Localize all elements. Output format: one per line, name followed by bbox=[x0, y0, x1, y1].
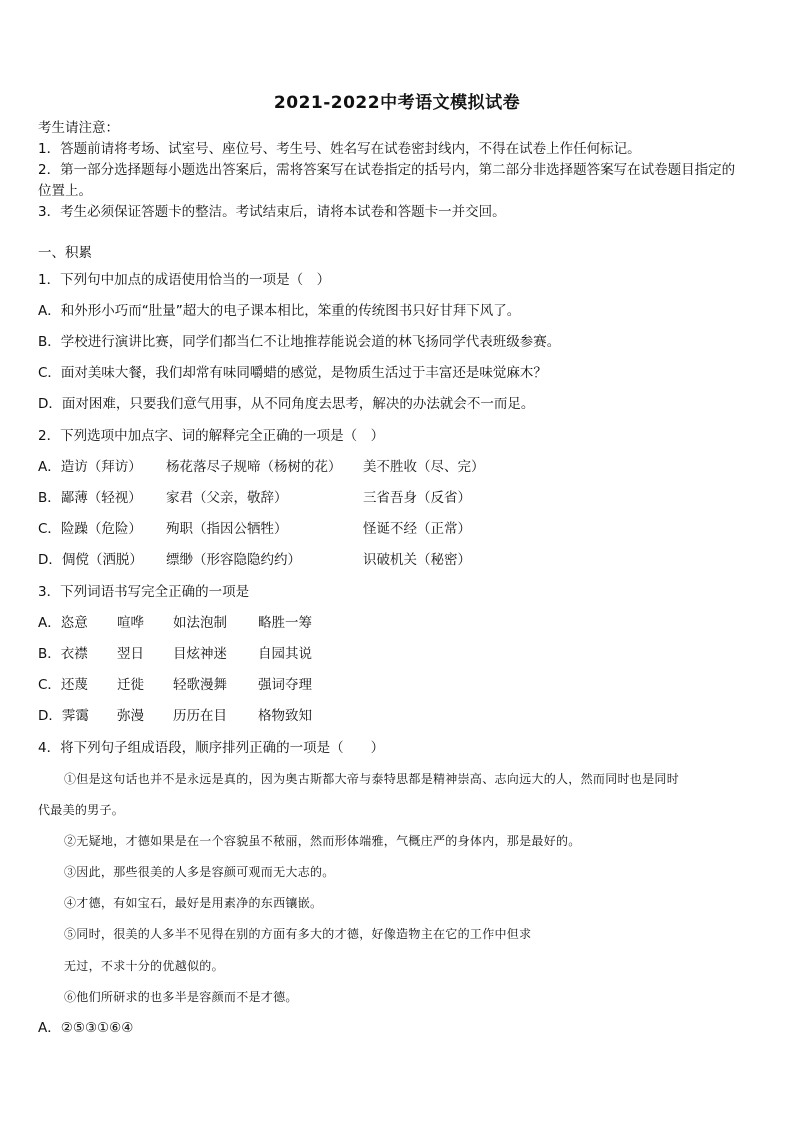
question-4-sentence-6: ⑥他们所研求的也多半是容颜而不是才德。 bbox=[64, 990, 298, 1004]
question-2-a-2: 杨花落尽子规啼（杨树的花） bbox=[166, 459, 342, 475]
question-3-c-3: 轻歌漫舞 bbox=[173, 677, 227, 693]
question-2-d-2: 缥缈（形容隐隐约约） bbox=[166, 552, 301, 568]
section-heading: 一、积累 bbox=[38, 245, 92, 261]
notice-heading: 考生请注意： bbox=[38, 120, 119, 136]
question-3-b-4: 自园其说 bbox=[258, 646, 312, 662]
question-2-d-1: D．倜傥（洒脱） bbox=[38, 552, 143, 568]
question-3-d-4: 格物致知 bbox=[258, 708, 312, 724]
question-3-c-4: 强词夺理 bbox=[258, 677, 312, 693]
question-1-option-c: C．面对美味大餐，我们却常有味同嚼蜡的感觉，是物质生活过于丰富还是味觉麻木？ bbox=[38, 365, 547, 381]
question-3-b-2: 翌日 bbox=[117, 646, 144, 662]
question-3-a-2: 喧哗 bbox=[117, 615, 144, 631]
question-3-b-3: 目炫神迷 bbox=[173, 646, 227, 662]
question-1-stem: 1．下列句中加点的成语使用恰当的一项是（ ） bbox=[38, 272, 331, 288]
question-3-b-1: B．衣襟 bbox=[38, 646, 88, 662]
question-3-a-1: A．恣意 bbox=[38, 615, 88, 631]
question-2-c-2: 殉职（指因公牺牲） bbox=[166, 521, 288, 537]
notice-item-3: 3．考生必须保证答题卡的整洁。考试结束后，请将本试卷和答题卡一并交回。 bbox=[38, 204, 506, 220]
question-4-option-a: A．②⑤③①⑥④ bbox=[38, 1020, 134, 1036]
question-1-option-b: B．学校进行演讲比赛，同学们都当仁不让地推荐能说会道的林飞扬同学代表班级参赛。 bbox=[38, 334, 561, 350]
question-4-sentence-3: ③因此，那些很美的人多是容颜可观而无大志的。 bbox=[64, 865, 335, 879]
question-3-d-2: 弥漫 bbox=[117, 708, 144, 724]
question-3-a-3: 如法泡制 bbox=[173, 615, 227, 631]
question-2-b-1: B．鄙薄（轻视） bbox=[38, 490, 142, 506]
page-title: 2021-2022中考语文模拟试卷 bbox=[273, 93, 521, 113]
question-2-d-3: 识破机关（秘密） bbox=[363, 552, 471, 568]
question-1-option-d: D．面对困难，只要我们意气用事，从不同角度去思考，解决的办法就会不一而足。 bbox=[38, 396, 535, 412]
question-4-sentence-4: ④才德，有如宝石，最好是用素净的东西镶嵌。 bbox=[64, 896, 323, 910]
notice-item-2-cont: 位置上。 bbox=[38, 183, 92, 199]
question-4-sentence-1-cont: 代最美的男子。 bbox=[38, 803, 125, 817]
question-3-a-4: 略胜一筹 bbox=[258, 615, 312, 631]
question-4-stem: 4．将下列句子组成语段，顺序排列正确的一项是（ ） bbox=[38, 740, 385, 756]
question-3-d-3: 历历在目 bbox=[173, 708, 227, 724]
question-4-sentence-5-cont: 无过，不求十分的优越似的。 bbox=[64, 959, 224, 973]
notice-item-1: 1．答题前请将考场、试室号、座位号、考生号、姓名写在试卷密封线内，不得在试卷上作任何标记。 bbox=[38, 141, 641, 157]
question-1-option-a: A．和外形小巧而“肚量”超大的电子课本相比，笨重的传统图书只好甘拜下风了。 bbox=[38, 303, 521, 319]
question-2-a-1: A．造访（拜访） bbox=[38, 459, 142, 475]
question-2-a-3: 美不胜收（尽、完） bbox=[363, 459, 485, 475]
question-4-sentence-2: ②无疑地，才德如果是在一个容貌虽不秾丽，然而形体端雅，气概庄严的身体内，那是最好的。 bbox=[64, 834, 581, 848]
question-3-c-2: 迁徙 bbox=[117, 677, 144, 693]
question-4-sentence-1: ①但是这句话也并不是永远是真的，因为奥古斯都大帝与泰特思都是精神崇高、志向远大的人，然而同时也是同时 bbox=[64, 772, 680, 786]
question-3-d-1: D．霁霭 bbox=[38, 708, 89, 724]
notice-item-2: 2．第一部分选择题每小题选出答案后，需将答案写在试卷指定的括号内，第二部分非选择题答案写在试卷题目指定的 bbox=[38, 162, 736, 178]
question-2-c-3: 怪诞不经（正常） bbox=[363, 521, 471, 537]
question-2-c-1: C．险躁（危险） bbox=[38, 521, 142, 537]
question-2-b-3: 三省吾身（反省） bbox=[363, 490, 471, 506]
question-3-c-1: C．还蔑 bbox=[38, 677, 88, 693]
question-4-sentence-5: ⑤同时，很美的人多半不见得在别的方面有多大的才德，好像造物主在它的工作中但求 bbox=[64, 927, 532, 941]
question-3-stem: 3．下列词语书写完全正确的一项是 bbox=[38, 584, 250, 600]
question-2-stem: 2．下列选项中加点字、词的解释完全正确的一项是（ ） bbox=[38, 428, 385, 444]
question-2-b-2: 家君（父亲，敬辞） bbox=[166, 490, 288, 506]
